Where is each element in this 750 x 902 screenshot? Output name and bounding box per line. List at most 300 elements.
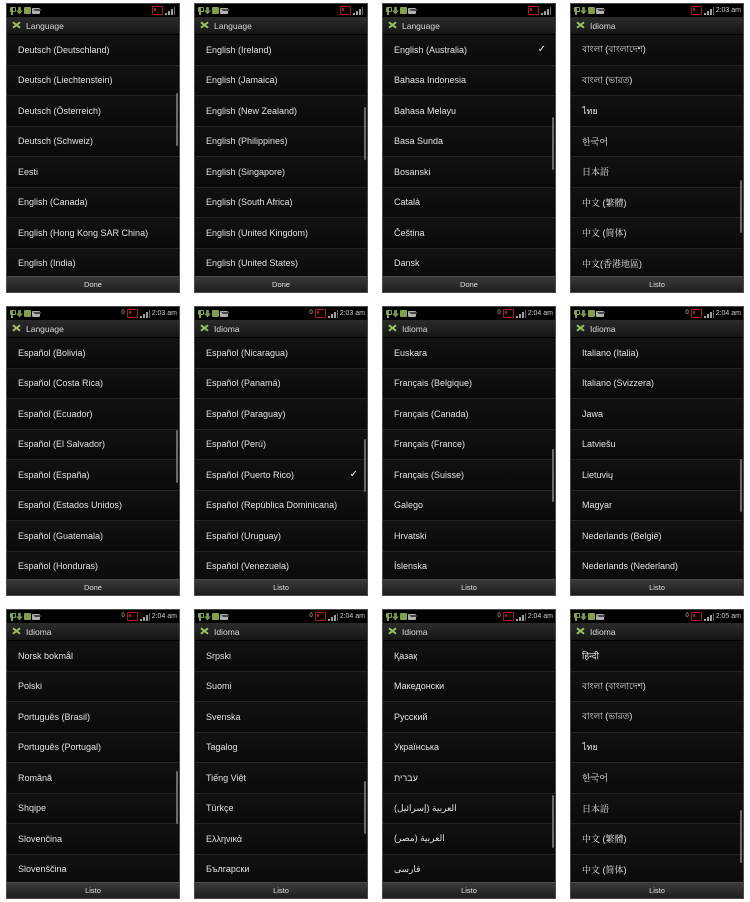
list-item[interactable] <box>7 733 179 764</box>
status-count: 0 <box>497 613 501 619</box>
list-item[interactable] <box>571 824 743 855</box>
language-list[interactable] <box>383 35 555 276</box>
list-item-label: 日本語 <box>582 167 610 178</box>
signal-icon <box>165 7 175 15</box>
scrollbar[interactable] <box>552 641 554 882</box>
done-button[interactable] <box>195 882 367 898</box>
list-item[interactable] <box>7 702 179 733</box>
phone-screen <box>570 306 744 596</box>
list-item[interactable] <box>383 824 555 855</box>
wrench-icon <box>199 323 210 334</box>
list-item-label: English (South Africa) <box>206 197 293 208</box>
list-item[interactable] <box>195 66 367 97</box>
list-item-label: Македонски <box>394 681 445 692</box>
list-item[interactable] <box>195 521 367 552</box>
status-time: 2:04 am <box>527 310 553 317</box>
list-item-label: 中文 (繁體) <box>582 834 627 845</box>
status-time: 2:04 am <box>527 613 553 620</box>
usb-icon <box>573 7 579 15</box>
list-item-label: English (Philippines) <box>206 136 288 147</box>
scrollbar[interactable] <box>740 338 742 579</box>
list-item[interactable] <box>7 855 179 883</box>
scrollbar[interactable] <box>364 641 366 882</box>
list-item[interactable] <box>571 127 743 158</box>
list-item-label: Bosanski <box>394 166 431 177</box>
list-item[interactable] <box>383 399 555 430</box>
title-bar <box>7 623 179 641</box>
list-item[interactable] <box>571 188 743 219</box>
title-bar <box>383 623 555 641</box>
list-item[interactable] <box>383 218 555 249</box>
list-item-label: Português (Brasil) <box>18 711 91 722</box>
download-icon <box>580 613 587 621</box>
page-title: Idioma <box>590 20 616 31</box>
list-item[interactable] <box>571 491 743 522</box>
battery-icon <box>127 309 138 318</box>
language-list[interactable] <box>571 641 743 882</box>
status-count: 0 <box>121 310 125 316</box>
list-item[interactable] <box>195 794 367 825</box>
list-item-label: 中文 (简体) <box>582 228 627 239</box>
scrollbar[interactable] <box>176 641 178 882</box>
list-item[interactable] <box>195 672 367 703</box>
list-item[interactable] <box>195 188 367 219</box>
done-button[interactable] <box>7 882 179 898</box>
page-title: Language <box>214 20 252 31</box>
signal-icon <box>704 613 714 621</box>
scrollbar[interactable] <box>176 338 178 579</box>
list-item-label: Română <box>18 772 53 783</box>
wrench-icon <box>387 323 398 334</box>
done-button-label: Listo <box>649 280 665 289</box>
list-item-label: Español (Honduras) <box>18 561 99 572</box>
status-bar <box>383 4 555 17</box>
status-count: 0 <box>497 310 501 316</box>
list-item-label: English (India) <box>18 258 76 269</box>
list-item[interactable] <box>195 641 367 672</box>
language-list[interactable] <box>195 641 367 882</box>
page-title: Idioma <box>590 626 616 637</box>
usb-icon <box>197 310 203 318</box>
scrollbar-thumb[interactable] <box>552 449 554 502</box>
list-item[interactable] <box>7 399 179 430</box>
list-item[interactable] <box>195 157 367 188</box>
list-item[interactable] <box>383 338 555 369</box>
language-list[interactable] <box>383 338 555 579</box>
status-count: 0 <box>685 613 689 619</box>
status-time: 2:03 am <box>715 7 741 14</box>
list-item-label: Español (Costa Rica) <box>18 378 104 389</box>
list-item[interactable] <box>571 157 743 188</box>
list-item-label: English (Hong Kong SAR China) <box>18 227 149 238</box>
list-item-label: Español (Perú) <box>206 439 267 450</box>
list-item[interactable] <box>571 702 743 733</box>
list-item[interactable] <box>571 35 743 66</box>
scrollbar-thumb[interactable] <box>552 117 554 170</box>
done-button[interactable] <box>571 579 743 595</box>
list-item-label: Lietuvių <box>582 469 614 480</box>
list-item-label: বাংলা (ভারত) <box>582 74 633 85</box>
list-item-label: English (Canada) <box>18 197 88 208</box>
list-item[interactable] <box>383 430 555 461</box>
list-item[interactable] <box>195 763 367 794</box>
download-icon <box>392 613 399 621</box>
download-icon <box>580 7 587 15</box>
list-item-label: Galego <box>394 500 424 511</box>
done-button[interactable] <box>195 579 367 595</box>
signal-icon <box>516 613 526 621</box>
list-item[interactable] <box>7 66 179 97</box>
list-item[interactable] <box>195 430 367 461</box>
title-bar <box>571 17 743 35</box>
list-item-label: Español (España) <box>18 469 90 480</box>
list-item[interactable] <box>7 763 179 794</box>
scrollbar[interactable] <box>740 35 742 276</box>
list-item-label: العربية (إسرائيل) <box>394 802 457 813</box>
list-item[interactable] <box>571 249 743 277</box>
list-item[interactable] <box>383 127 555 158</box>
list-item-label: ไทย <box>582 742 598 753</box>
list-item[interactable] <box>383 733 555 764</box>
download-icon <box>392 310 399 318</box>
list-item-label: Español (Nicaragua) <box>206 347 289 358</box>
status-bar <box>195 4 367 17</box>
list-item-label: Jawa <box>582 408 604 419</box>
list-item[interactable] <box>195 399 367 430</box>
scrollbar-thumb[interactable] <box>740 180 742 233</box>
list-item-label: Русский <box>394 711 428 722</box>
list-item[interactable] <box>195 249 367 277</box>
battery-icon <box>315 309 326 318</box>
done-button[interactable] <box>571 276 743 292</box>
list-item-label: العربية (مصر) <box>394 833 445 844</box>
wrench-icon <box>11 626 22 637</box>
list-item[interactable] <box>383 66 555 97</box>
done-button[interactable] <box>195 276 367 292</box>
done-button[interactable] <box>383 579 555 595</box>
done-button-label: Listo <box>273 583 289 592</box>
list-item[interactable] <box>195 552 367 580</box>
page-title: Idioma <box>214 323 240 334</box>
list-item-label: עברית <box>394 772 418 783</box>
list-item[interactable] <box>383 35 555 66</box>
phone-screen <box>6 3 180 293</box>
list-item-label: Latviešu <box>582 439 616 450</box>
signal-icon <box>353 7 363 15</box>
done-button[interactable] <box>7 579 179 595</box>
usb-icon <box>197 7 203 15</box>
usb-icon <box>9 310 15 318</box>
list-item[interactable] <box>571 338 743 369</box>
list-item[interactable] <box>571 763 743 794</box>
language-list[interactable] <box>7 641 179 882</box>
list-item[interactable] <box>195 460 367 491</box>
list-item-label: English (United Kingdom) <box>206 227 309 238</box>
list-item[interactable] <box>7 552 179 580</box>
language-list[interactable] <box>7 338 179 579</box>
list-item[interactable] <box>195 702 367 733</box>
phone-screen <box>570 3 744 293</box>
scrollbar[interactable] <box>176 35 178 276</box>
message-icon <box>408 614 416 620</box>
battery-icon <box>528 6 539 15</box>
scrollbar[interactable] <box>552 35 554 276</box>
scrollbar-thumb[interactable] <box>364 781 366 834</box>
list-item[interactable] <box>7 188 179 219</box>
phone-screen <box>382 609 556 899</box>
list-item[interactable] <box>383 794 555 825</box>
list-item-label: 中文 (简体) <box>582 864 627 875</box>
list-item[interactable] <box>195 491 367 522</box>
battery-icon <box>152 6 163 15</box>
title-bar <box>195 17 367 35</box>
list-item[interactable] <box>7 824 179 855</box>
list-item[interactable] <box>7 157 179 188</box>
list-item[interactable] <box>383 491 555 522</box>
page-title: Language <box>402 20 440 31</box>
list-item-label: Euskara <box>394 347 428 358</box>
list-item[interactable] <box>7 249 179 277</box>
done-button[interactable] <box>383 882 555 898</box>
status-bar <box>195 610 367 623</box>
status-bar <box>7 307 179 320</box>
list-item[interactable] <box>571 672 743 703</box>
list-item[interactable] <box>383 702 555 733</box>
scrollbar-thumb[interactable] <box>176 93 178 146</box>
list-item-label: Português (Portugal) <box>18 742 102 753</box>
status-time: 2:04 am <box>339 613 365 620</box>
download-icon <box>392 7 399 15</box>
list-item-label: Español (Puerto Rico) <box>206 469 295 480</box>
list-item[interactable] <box>383 641 555 672</box>
scrollbar-thumb[interactable] <box>176 771 178 824</box>
message-icon <box>220 311 228 317</box>
list-item[interactable] <box>7 672 179 703</box>
list-item[interactable] <box>195 369 367 400</box>
scrollbar[interactable] <box>740 641 742 882</box>
sdcard-icon <box>400 613 407 620</box>
scrollbar-thumb[interactable] <box>740 810 742 863</box>
list-item[interactable] <box>571 218 743 249</box>
list-item[interactable] <box>383 188 555 219</box>
language-list[interactable] <box>383 641 555 882</box>
status-bar <box>571 307 743 320</box>
title-bar <box>571 623 743 641</box>
list-item[interactable] <box>195 855 367 883</box>
list-item[interactable] <box>571 430 743 461</box>
phone-screen <box>194 3 368 293</box>
list-item[interactable] <box>571 552 743 580</box>
language-list[interactable] <box>195 338 367 579</box>
list-item-label: Español (Panamá) <box>206 378 281 389</box>
page-title: Language <box>26 20 64 31</box>
list-item-label: 中文 (繁體) <box>582 197 627 208</box>
list-item[interactable] <box>195 127 367 158</box>
list-item-label: Català <box>394 197 421 208</box>
list-item-label: Nederlands (België) <box>582 530 662 541</box>
list-item-label: Basa Sunda <box>394 136 444 147</box>
status-count: 0 <box>309 310 313 316</box>
message-icon <box>220 8 228 14</box>
list-item[interactable] <box>571 460 743 491</box>
scrollbar[interactable] <box>364 35 366 276</box>
list-item-label: Shqipe <box>18 803 47 814</box>
list-item[interactable] <box>7 641 179 672</box>
list-item[interactable] <box>571 794 743 825</box>
scrollbar-thumb[interactable] <box>364 107 366 160</box>
scrollbar[interactable] <box>552 338 554 579</box>
list-item-label: Français (Canada) <box>394 408 469 419</box>
list-item[interactable] <box>383 521 555 552</box>
battery-icon <box>503 612 514 621</box>
list-item-label: Українська <box>394 742 440 753</box>
checkmark-icon: ✓ <box>349 468 358 480</box>
download-icon <box>204 613 211 621</box>
done-button-label: Listo <box>649 583 665 592</box>
list-item[interactable] <box>7 460 179 491</box>
list-item-label: English (New Zealand) <box>206 105 298 116</box>
list-item-label: Español (República Dominicana) <box>206 500 338 511</box>
list-item[interactable] <box>195 338 367 369</box>
done-button[interactable] <box>571 882 743 898</box>
sdcard-icon <box>212 310 219 317</box>
sdcard-icon <box>588 310 595 317</box>
status-count: 0 <box>685 310 689 316</box>
message-icon <box>220 614 228 620</box>
list-item-label: Srpski <box>206 650 232 661</box>
list-item[interactable] <box>571 733 743 764</box>
wrench-icon <box>199 626 210 637</box>
list-item[interactable] <box>383 855 555 883</box>
battery-icon <box>315 612 326 621</box>
list-item-label: Español (Guatemala) <box>18 530 104 541</box>
list-item-label: 한국어 <box>582 136 609 147</box>
scrollbar-thumb[interactable] <box>176 430 178 483</box>
list-item[interactable] <box>7 369 179 400</box>
list-item[interactable] <box>195 824 367 855</box>
list-item[interactable] <box>383 96 555 127</box>
list-item-label: Español (Ecuador) <box>18 408 93 419</box>
list-item[interactable] <box>7 794 179 825</box>
list-item[interactable] <box>383 763 555 794</box>
list-item-label: Íslenska <box>394 561 428 572</box>
download-icon <box>580 310 587 318</box>
list-item[interactable] <box>7 35 179 66</box>
status-count: 0 <box>309 613 313 619</box>
list-item[interactable] <box>195 35 367 66</box>
list-item-label: Hrvatski <box>394 530 427 541</box>
list-item-label: 日本語 <box>582 803 610 814</box>
message-icon <box>408 311 416 317</box>
list-item-label: English (Jamaica) <box>206 75 278 86</box>
signal-icon <box>541 7 551 15</box>
battery-icon <box>691 309 702 318</box>
list-item[interactable] <box>7 127 179 158</box>
list-item[interactable] <box>195 733 367 764</box>
scrollbar-thumb[interactable] <box>740 459 742 512</box>
sdcard-icon <box>24 310 31 317</box>
sdcard-icon <box>588 613 595 620</box>
language-list[interactable] <box>7 35 179 276</box>
list-item[interactable] <box>571 521 743 552</box>
signal-icon <box>704 310 714 318</box>
download-icon <box>16 310 23 318</box>
list-item[interactable] <box>383 157 555 188</box>
list-item-label: Čeština <box>394 227 425 238</box>
sdcard-icon <box>588 7 595 14</box>
sdcard-icon <box>24 7 31 14</box>
list-item[interactable] <box>195 96 367 127</box>
phone-screen <box>6 609 180 899</box>
list-item[interactable] <box>571 399 743 430</box>
list-item[interactable] <box>383 249 555 277</box>
list-item[interactable] <box>383 460 555 491</box>
done-button-label: Done <box>460 280 478 289</box>
list-item[interactable] <box>571 66 743 97</box>
status-time: 2:04 am <box>715 310 741 317</box>
language-list[interactable] <box>571 35 743 276</box>
battery-icon <box>691 6 702 15</box>
usb-icon <box>9 7 15 15</box>
list-item[interactable] <box>7 521 179 552</box>
scrollbar-thumb[interactable] <box>364 439 366 492</box>
list-item[interactable] <box>383 552 555 580</box>
message-icon <box>32 614 40 620</box>
list-item[interactable] <box>571 855 743 883</box>
list-item-label: Bahasa Melayu <box>394 105 457 116</box>
message-icon <box>408 8 416 14</box>
wrench-icon <box>575 20 586 31</box>
status-bar <box>571 4 743 17</box>
list-item-label: Français (Belgique) <box>394 378 473 389</box>
list-item[interactable] <box>195 218 367 249</box>
sdcard-icon <box>24 613 31 620</box>
list-item[interactable] <box>7 96 179 127</box>
list-item-label: Français (Suisse) <box>394 469 465 480</box>
list-item[interactable] <box>7 491 179 522</box>
list-item[interactable] <box>571 369 743 400</box>
scrollbar-thumb[interactable] <box>552 795 554 848</box>
title-bar <box>383 320 555 338</box>
done-button[interactable] <box>383 276 555 292</box>
language-list[interactable] <box>571 338 743 579</box>
status-bar <box>7 4 179 17</box>
done-button-label: Done <box>272 280 290 289</box>
list-item[interactable] <box>571 641 743 672</box>
page-title: Language <box>26 323 64 334</box>
list-item[interactable] <box>7 218 179 249</box>
list-item[interactable] <box>383 369 555 400</box>
list-item[interactable] <box>571 96 743 127</box>
list-item-label: Español (Bolivia) <box>18 347 86 358</box>
done-button[interactable] <box>7 276 179 292</box>
phone-screen <box>194 609 368 899</box>
list-item-label: English (Australia) <box>394 44 468 55</box>
download-icon <box>16 7 23 15</box>
list-item-label: Norsk bokmål <box>18 650 74 661</box>
list-item-label: ไทย <box>582 105 598 116</box>
title-bar <box>195 320 367 338</box>
list-item[interactable] <box>7 430 179 461</box>
list-item[interactable] <box>7 338 179 369</box>
scrollbar[interactable] <box>364 338 366 579</box>
list-item-label: English (Ireland) <box>206 44 272 55</box>
list-item-label: Tiếng Việt <box>206 772 247 783</box>
list-item[interactable] <box>383 672 555 703</box>
phone-screen <box>6 306 180 596</box>
language-list[interactable] <box>195 35 367 276</box>
done-button-label: Done <box>84 583 102 592</box>
